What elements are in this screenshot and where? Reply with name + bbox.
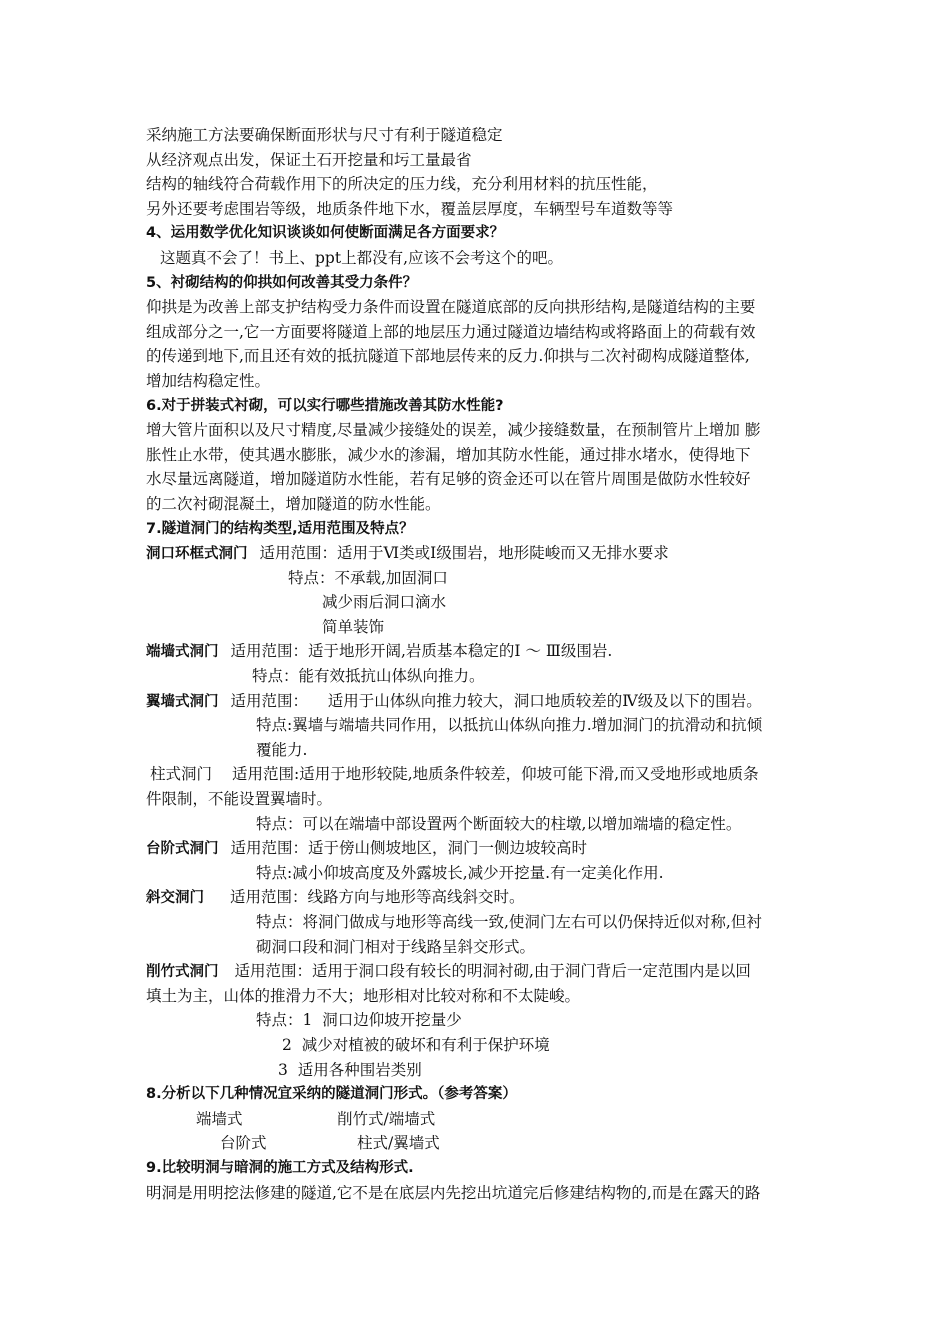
question-5-answer-line: 组成部分之一,它一方面要将隧道上部的地层压力通过隧道边墙结构或将路面上的荷载有效 bbox=[146, 322, 756, 341]
question-6-title: 6.对于拼装式衬砌，可以实行哪些措施改善其防水性能? bbox=[146, 397, 504, 414]
answer-item: 端墙式 bbox=[196, 1109, 243, 1128]
question-5-answer-line: 仰拱是为改善上部支护结构受力条件而设置在隧道底部的反向拱形结构,是隧道结构的主要 bbox=[146, 298, 756, 317]
portal-type-feature: 覆能力. bbox=[256, 740, 308, 759]
portal-type-row bbox=[146, 541, 816, 566]
portal-type-row bbox=[146, 762, 816, 787]
portal-type-scope: 适用范围:适用于地形较陡,地质条件较差，仰坡可能下滑,而又受地形或地质条 bbox=[232, 765, 759, 784]
question-7-title: 7.隧道洞门的结构类型,适用范围及特点？ bbox=[146, 520, 414, 537]
portal-type-feature: 3 适用各种围岩类别 bbox=[278, 1060, 422, 1079]
question-4-title: 4、运用数学优化知识谈谈如何使断面满足各方面要求？ bbox=[146, 225, 505, 242]
portal-type-feature: 砌洞口段和洞门相对于线路呈斜交形式。 bbox=[256, 937, 536, 956]
intro-line: 另外还要考虑围岩等级，地质条件地下水，覆盖层厚度，车辆型号车道数等等 bbox=[146, 199, 674, 218]
portal-type-feature: 2 减少对植被的破坏和有利于保护环境 bbox=[282, 1035, 550, 1054]
question-5-answer-line: 增加结构稳定性。 bbox=[146, 371, 271, 390]
portal-type-row bbox=[146, 885, 816, 910]
portal-type-name: 柱式洞门 bbox=[150, 765, 213, 784]
portal-type-name: 台阶式洞门 bbox=[146, 841, 219, 858]
answer-item: 台阶式 bbox=[220, 1134, 267, 1153]
answer-item: 柱式/翼墙式 bbox=[357, 1134, 440, 1153]
portal-type-name: 削竹式洞门 bbox=[146, 964, 219, 981]
portal-type-scope-cont: 填土为主，山体的推滑力不大；地形相对比较对称和不太陡峻。 bbox=[146, 986, 581, 1005]
question-5-answer-line: 的传递到地下,而且还有效的抵抗隧道下部地层传来的反力.仰拱与二次衬砌构成隧道整体, bbox=[146, 347, 750, 366]
question-6-answer-line: 的二次衬砌混凝土，增加隧道的防水性能。 bbox=[146, 494, 441, 513]
question-6-answer-line: 胀性止水带，使其遇水膨胀，减少水的渗漏，增加其防水性能，通过排水堵水，使得地下 bbox=[146, 445, 751, 464]
answer-row bbox=[146, 1131, 816, 1156]
question-6-answer-line: 增大管片面积以及尺寸精度,尽量减少接缝处的误差，减少接缝数量，在预制管片上增加 膨 bbox=[146, 421, 761, 440]
answer-row bbox=[146, 1107, 816, 1132]
question-9-title: 9.比较明洞与暗洞的施工方式及结构形式. bbox=[146, 1159, 414, 1176]
portal-type-scope: 适用范围：线路方向与地形等高线斜交时。 bbox=[230, 888, 525, 907]
portal-type-feature: 特点:翼墙与端墙共同作用，以抵抗山体纵向推力.增加洞门的抗滑动和抗倾 bbox=[256, 716, 763, 735]
answer-item: 削竹式/端墙式 bbox=[337, 1109, 436, 1128]
portal-type-scope-cont: 件限制，不能设置翼墙时。 bbox=[146, 790, 333, 809]
portal-type-feature: 特点：将洞门做成与地形等高线一致,使洞门左右可以仍保持近似对称,但衬 bbox=[256, 913, 762, 931]
portal-type-scope: 适用范围：适于地形开阔,岩质基本稳定的Ⅰ ～ Ⅲ级围岩. bbox=[230, 642, 613, 661]
portal-type-feature: 特点：1 洞口边仰坡开挖量少 bbox=[256, 1011, 462, 1030]
portal-type-name: 洞口环框式洞门 bbox=[146, 546, 248, 563]
portal-type-row bbox=[146, 689, 816, 714]
portal-type-row bbox=[146, 959, 816, 984]
portal-type-scope: 适用范围：适于傍山侧坡地区，洞门一侧边坡较高时 bbox=[230, 839, 588, 858]
portal-type-feature: 减少雨后洞口滴水 bbox=[322, 593, 447, 612]
portal-type-feature: 特点：可以在端墙中部设置两个断面较大的柱墩,以增加端墙的稳定性。 bbox=[256, 814, 742, 833]
portal-type-feature: 特点：不承载,加固洞口 bbox=[288, 568, 448, 587]
intro-line: 从经济观点出发，保证土石开挖量和圬工量最省 bbox=[146, 150, 472, 169]
question-6-answer-line: 水尽量远离隧道，增加隧道防水性能，若有足够的资金还可以在管片周围是做防水性较好 bbox=[146, 470, 751, 489]
portal-type-scope: 适用范围：适用于Ⅵ类或Ⅰ级围岩，地形陡峻而又无排水要求 bbox=[259, 544, 669, 563]
intro-line: 采纳施工方法要确保断面形状与尺寸有利于隧道稳定 bbox=[146, 126, 503, 144]
portal-type-scope: 适用范围： 适用于山体纵向推力较大，洞口地质较差的Ⅳ级及以下的围岩。 bbox=[230, 691, 762, 710]
portal-type-row bbox=[146, 836, 816, 861]
portal-type-name: 斜交洞门 bbox=[146, 890, 204, 907]
portal-type-feature: 特点:减小仰坡高度及外露坡长,减少开挖量.有一定美化作用. bbox=[256, 863, 664, 882]
portal-type-scope: 适用范围：适用于洞口段有较长的明洞衬砌,由于洞门背后一定范围内是以回 bbox=[234, 962, 751, 981]
question-9-answer: 明洞是用明挖法修建的隧道,它不是在底层内先挖出坑道完后修建结构物的,而是在露天的路 bbox=[146, 1183, 761, 1202]
portal-type-name: 端墙式洞门 bbox=[146, 644, 219, 661]
portal-type-row bbox=[146, 639, 816, 664]
document-page bbox=[146, 123, 816, 1205]
portal-type-feature: 特点：能有效抵抗山体纵向推力。 bbox=[252, 667, 485, 686]
portal-type-name: 翼墙式洞门 bbox=[146, 693, 219, 710]
intro-line: 结构的轴线符合荷载作用下的所决定的压力线，充分利用材料的抗压性能， bbox=[146, 175, 658, 194]
question-5-title: 5、衬砌结构的仰拱如何改善其受力条件？ bbox=[146, 274, 418, 291]
portal-type-feature: 简单装饰 bbox=[322, 617, 385, 636]
question-4-answer: 这题真不会了！书上、ppt上都没有,应该不会考这个的吧。 bbox=[160, 248, 564, 267]
question-8-title: 8.分析以下几种情况宜采纳的隧道洞门形式。（参考答案） bbox=[146, 1086, 517, 1103]
